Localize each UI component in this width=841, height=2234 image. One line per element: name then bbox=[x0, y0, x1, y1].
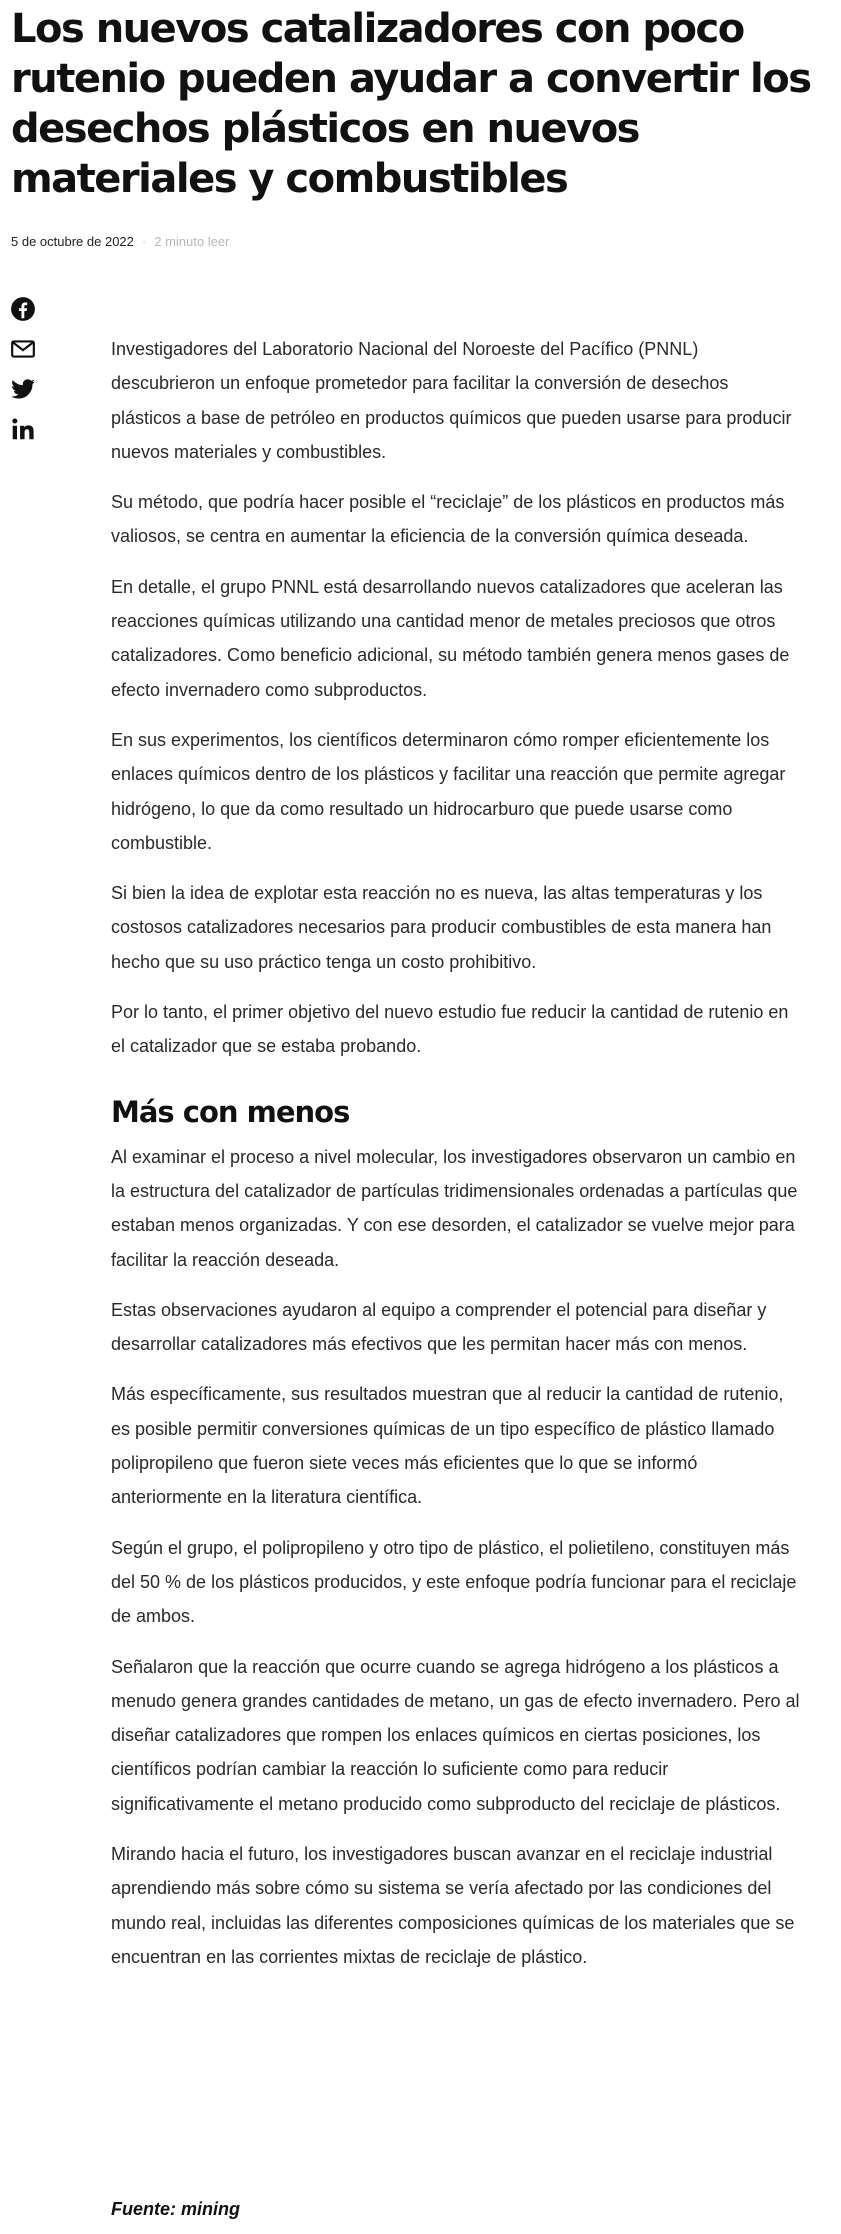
paragraph: En detalle, el grupo PNNL está desarrollando nuevos catalizadores que aceleran las reacciones químicas utilizando una cantidad menor de metales preciosos que otros catalizadores. Como beneficio adicional, su método también genera menos gases de efecto invernadero como subproductos. bbox=[111, 576, 790, 700]
article-date: 5 de octubre de 2022 bbox=[11, 234, 134, 249]
mail-icon bbox=[10, 336, 36, 362]
twitter-icon bbox=[10, 376, 36, 402]
paragraph: En sus experimentos, los científicos determinaron cómo romper eficientemente los enlaces químicos dentro de los plásticos y facilitar una reacción que permite agregar hidrógeno, lo que da como resultado un hidrocarburo que puede usarse como combustible. bbox=[111, 729, 786, 853]
article-title: Los nuevos catalizadores con poco rutenio pueden ayudar a convertir los desechos plásticos en nuevos materiales y combustibles bbox=[11, 6, 811, 202]
paragraph: Al examinar el proceso a nivel molecular, los investigadores observaron un cambio en la estructura del catalizador de partículas tridimensionales ordenadas a partículas que estaban menos organizadas. Y con ese desorden, el catalizador se vuelve mejor para facilitar la reacción deseada. bbox=[111, 1146, 798, 1270]
paragraph: Mirando hacia el futuro, los investigadores buscan avanzar en el reciclaje industrial aprendiendo más sobre cómo su sistema se vería afectado por las condiciones del mundo real, incluidas las diferentes composiciones químicas de los materiales que se encuentran en las corrientes mixtas de reciclaje de plástico. bbox=[111, 1843, 795, 1967]
share-linkedin-button[interactable] bbox=[10, 416, 36, 442]
meta-separator: · bbox=[141, 234, 147, 249]
article-meta bbox=[11, 232, 229, 252]
section-heading: Más con menos bbox=[111, 1094, 350, 1129]
article-source: Fuente: mining bbox=[111, 2199, 240, 2219]
paragraph: Si bien la idea de explotar esta reacción no es nueva, las altas temperaturas y los costosos catalizadores necesarios para producir combustibles de esta manera han hecho que su uso práctico tenga un costo prohibitivo. bbox=[111, 883, 772, 972]
paragraph: Más específicamente, sus resultados muestran que al reducir la cantidad de rutenio, es posible permitir conversiones químicas de un tipo específico de plástico llamado polipropileno que fueron siete veces más eficientes que lo que se informó anteriormente en la literatura científica. bbox=[111, 1384, 784, 1508]
paragraph: Señalaron que la reacción que ocurre cuando se agrega hidrógeno a los plásticos a menudo genera grandes cantidades de metano, un gas de efecto invernadero. Pero al diseñar catalizadores que rompen los enlaces químicos en ciertas posiciones, los científicos podrían cambiar la reacción lo suficiente como para reducir significativamente el metano producido como subproducto del reciclaje de plásticos. bbox=[111, 1656, 800, 1814]
paragraph: Investigadores del Laboratorio Nacional del Noroeste del Pacífico (PNNL) descubrieron un enfoque prometedor para facilitar la conversión de desechos plásticos a base de petróleo en productos químicos que pueden usarse para producir nuevos materiales y combustibles. bbox=[111, 339, 792, 462]
share-email-button[interactable] bbox=[10, 336, 36, 362]
facebook-icon bbox=[10, 296, 36, 322]
article-body bbox=[111, 332, 801, 1990]
linkedin-icon bbox=[10, 416, 36, 442]
paragraph: Según el grupo, el polipropileno y otro tipo de plástico, el polietileno, constituyen más del 50 % de los plásticos producidos, y este enfoque podría funcionar para el reciclaje de ambos. bbox=[111, 1537, 797, 1627]
read-time: 2 minuto leer bbox=[154, 234, 230, 249]
paragraph: Por lo tanto, el primer objetivo del nuevo estudio fue reducir la cantidad de rutenio en el catalizador que se estaba probando. bbox=[111, 1002, 789, 1057]
paragraph: Estas observaciones ayudaron al equipo a comprender el potencial para diseñar y desarrollar catalizadores más efectivos que les permitan hacer más con menos. bbox=[111, 1299, 767, 1355]
share-bar bbox=[10, 296, 36, 456]
paragraph: Su método, que podría hacer posible el “reciclaje” de los plásticos en productos más valiosos, se centra en aumentar la eficiencia de la conversión química deseada. bbox=[111, 492, 785, 547]
share-twitter-button[interactable] bbox=[10, 376, 36, 402]
share-facebook-button[interactable] bbox=[10, 296, 36, 322]
